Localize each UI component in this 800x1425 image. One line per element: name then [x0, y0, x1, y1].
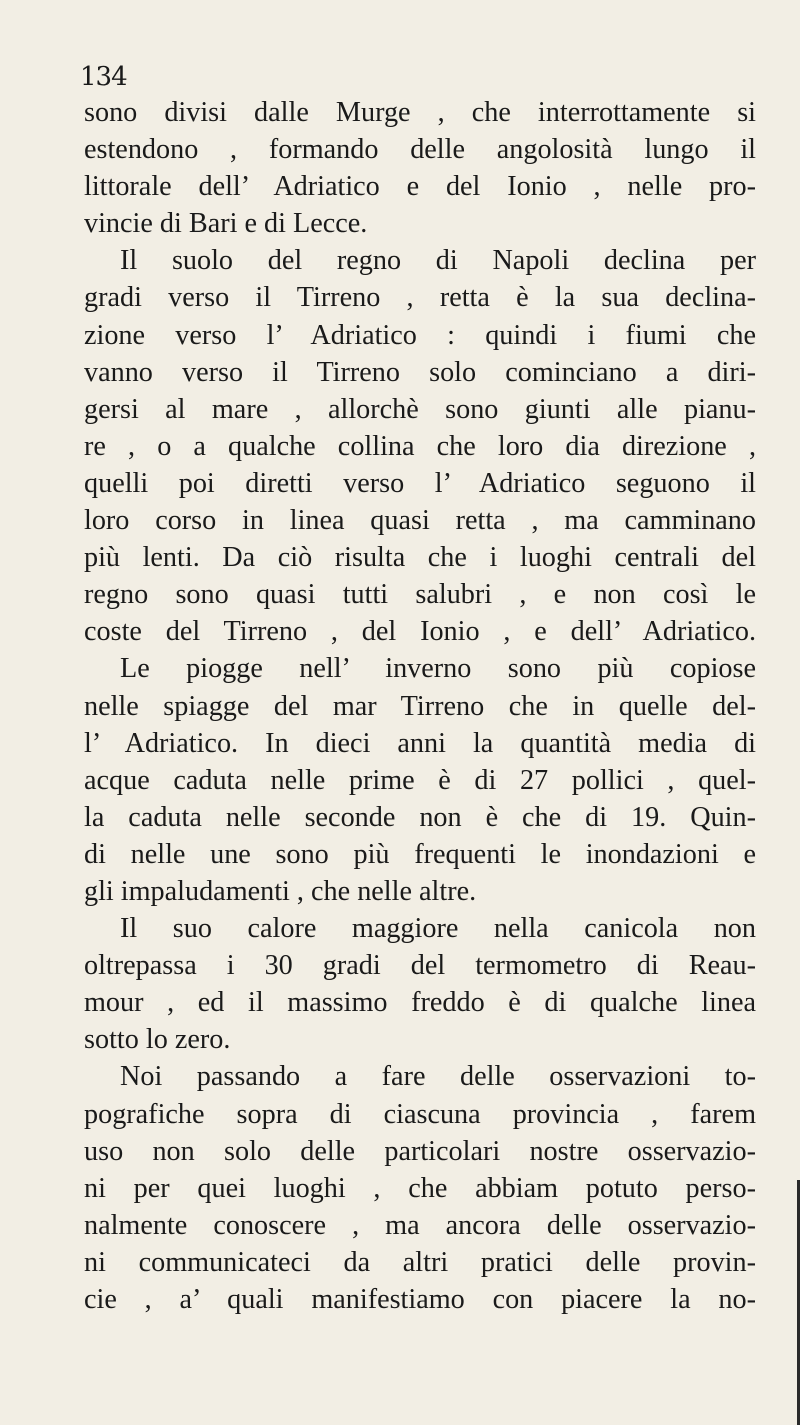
text-line: zione verso l’ Adriatico : quindi i fiumi che	[84, 319, 756, 351]
text-line: nalmente conoscere , ma ancora delle osservazio-	[84, 1209, 756, 1241]
page-number: 134	[80, 62, 127, 92]
text-line: ni per quei luoghi , che abbiam potuto perso-	[84, 1172, 756, 1204]
text-line: Le piogge nell’ inverno sono più copiose	[120, 653, 756, 685]
text-line: nelle spiagge del mar Tirreno che in quelle del-	[84, 690, 756, 722]
body-text	[84, 94, 756, 1318]
text-line: gradi verso il Tirreno , retta è la sua declina-	[84, 282, 756, 314]
text-line: vanno verso il Tirreno solo cominciano a diri-	[84, 356, 756, 388]
text-line: pografiche sopra di ciascuna provincia , farem	[84, 1098, 756, 1130]
text-line: re , o a qualche collina che loro dia direzione ,	[84, 430, 756, 462]
text-line: loro corso in linea quasi retta , ma camminano	[84, 505, 756, 537]
text-line: regno sono quasi tutti salubri , e non così le	[84, 579, 756, 611]
text-line: littorale dell’ Adriatico e del Ionio , nelle pro-	[84, 171, 756, 203]
text-line: gli impaludamenti , che nelle altre.	[84, 875, 477, 907]
text-line: vincie di Bari e di Lecce.	[84, 208, 368, 240]
text-line: Il suo calore maggiore nella canicola non	[120, 913, 756, 945]
text-line: quelli poi diretti verso l’ Adriatico seguono il	[84, 467, 756, 499]
text-line: mour , ed il massimo freddo è di qualche linea	[84, 987, 756, 1019]
text-line: Il suolo del regno di Napoli declina per	[120, 245, 756, 277]
text-line: la caduta nelle seconde non è che di 19. Quin-	[84, 801, 756, 833]
text-line: Noi passando a fare delle osservazioni to-	[120, 1061, 756, 1093]
text-line: ni communicateci da altri pratici delle provin-	[84, 1246, 756, 1278]
text-line: più lenti. Da ciò risulta che i luoghi centrali del	[84, 542, 756, 574]
text-line: sotto lo zero.	[84, 1024, 231, 1056]
text-line: oltrepassa i 30 gradi del termometro di Reau-	[84, 950, 756, 982]
text-line: acque caduta nelle prime è di 27 pollici , quel-	[84, 764, 756, 796]
text-line: l’ Adriatico. In dieci anni la quantità media di	[84, 727, 756, 759]
text-line: uso non solo delle particolari nostre osservazio-	[84, 1135, 756, 1167]
text-line: estendono , formando delle angolosità lungo il	[84, 134, 756, 166]
text-line: gersi al mare , allorchè sono giunti alle pianu-	[84, 393, 756, 425]
text-line: cie , a’ quali manifestiamo con piacere la no-	[84, 1284, 756, 1315]
text-line: coste del Tirreno , del Ionio , e dell’ Adriatico.	[84, 616, 756, 648]
text-line: di nelle une sono più frequenti le inondazioni e	[84, 838, 756, 870]
text-line: sono divisi dalle Murge , che interrottamente si	[84, 97, 756, 128]
